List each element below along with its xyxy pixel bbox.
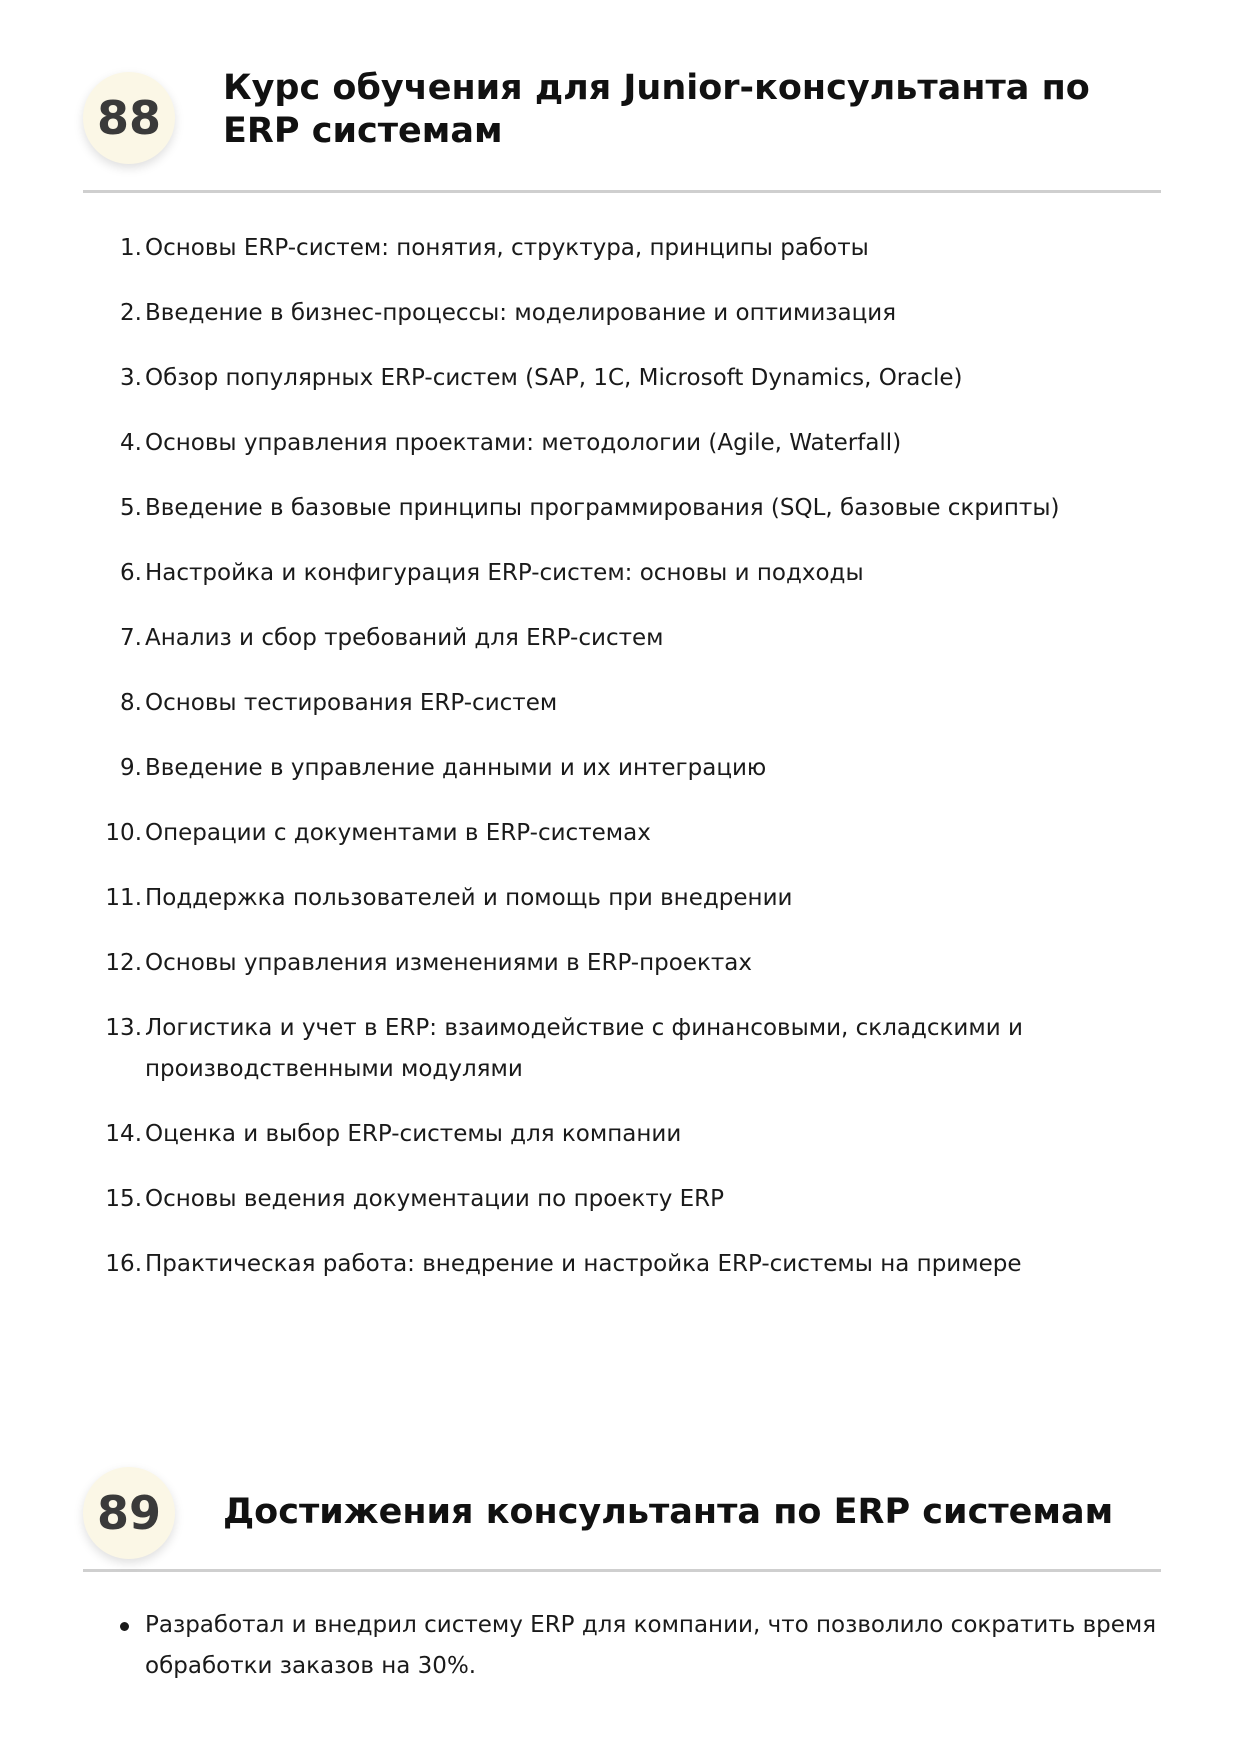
list-item: 5. Введение в базовые принципы программирования (SQL, базовые скрипты) xyxy=(120,495,1060,521)
section-course xyxy=(83,62,1161,1277)
list-item: 1. Основы ERP-систем: понятия, структура, принципы работы xyxy=(120,235,869,261)
section-header xyxy=(83,62,1161,193)
section-header xyxy=(83,1462,1161,1572)
list-item: 9. Введение в управление данными и их интеграцию xyxy=(120,755,767,781)
list-item: 11. Поддержка пользователей и помощь при внедрении xyxy=(105,885,793,911)
section-number-badge: 88 xyxy=(83,72,175,164)
bullet-icon xyxy=(120,1622,129,1631)
list-item: 8. Основы тестирования ERP-систем xyxy=(120,690,558,716)
achievements-list xyxy=(83,1605,1161,1687)
list-item: 7. Анализ и сбор требований для ERP-систем xyxy=(120,625,664,651)
list-item: Разработал и внедрил систему ERP для компании, что позволило сократить время обработки заказов на 30%. xyxy=(83,1605,1161,1687)
list-item: 15. Основы ведения документации по проекту ERP xyxy=(105,1186,725,1212)
course-list xyxy=(83,228,1161,1309)
section-title: Курс обучения для Junior-консультанта по ERP системам xyxy=(223,68,1090,151)
list-item: 12. Основы управления изменениями в ERP-проектах xyxy=(105,950,752,976)
list-item: 10. Операции с документами в ERP-системах xyxy=(105,820,651,846)
list-item: 16. Практическая работа: внедрение и настройка ERP-системы на примере xyxy=(105,1251,1022,1277)
list-item: 2. Введение в бизнес-процессы: моделирование и оптимизация xyxy=(120,300,897,326)
section-achievements xyxy=(83,1462,1161,1679)
list-item: 13. Логистика и учет в ERP: взаимодействие с финансовыми, складскими и производственными модулями xyxy=(105,1015,1023,1082)
section-number-badge: 89 xyxy=(83,1467,175,1559)
section-title: Достижения консультанта по ERP системам xyxy=(223,1492,1114,1532)
list-item: 14. Оценка и выбор ERP-системы для компании xyxy=(105,1121,682,1147)
list-item: 6. Настройка и конфигурация ERP-систем: основы и подходы xyxy=(120,560,864,586)
list-item: 4. Основы управления проектами: методологии (Agile, Waterfall) xyxy=(120,430,902,456)
list-item: 3. Обзор популярных ERP-систем (SAP, 1С, Microsoft Dynamics, Oracle) xyxy=(120,365,963,391)
